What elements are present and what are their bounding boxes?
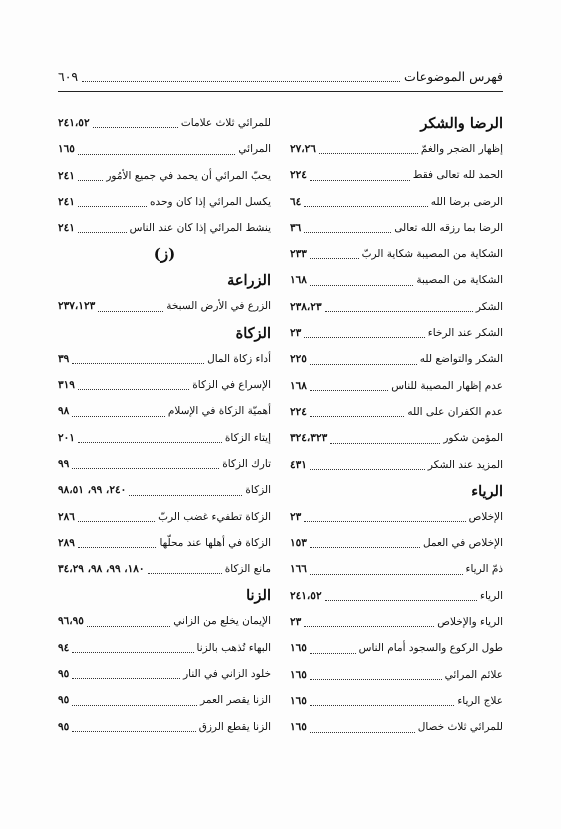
topic-heading: الزكاة [235, 324, 271, 342]
entry-title: الإسراع في الزكاة [192, 379, 271, 392]
index-entry [290, 162, 503, 188]
entry-title: الزكاة تطفيء غضب الربّ [158, 510, 271, 523]
leader-dots [78, 154, 236, 155]
index-entry [290, 189, 503, 215]
entry-title: الحمد لله تعالى فقط [412, 169, 503, 182]
leader-dots [310, 364, 417, 365]
leader-dots [310, 258, 359, 259]
leader-dots [78, 232, 127, 233]
entry-pages: ٢٣ [290, 327, 302, 340]
entry-title: طول الركوع والسجود أمام الناس [358, 642, 503, 655]
index-entry [58, 661, 271, 687]
index-entry [290, 688, 503, 714]
leader-dots [78, 547, 157, 548]
index-entry [58, 556, 271, 582]
entry-title: علاج الرياء [457, 694, 503, 707]
entry-pages: ٣٦ [290, 221, 302, 234]
entry-pages: ٢٨٦ [58, 510, 75, 523]
entry-title: الشكر والتواضع لله [419, 353, 503, 366]
leader-dots [304, 337, 424, 338]
index-entry [290, 320, 503, 346]
index-entry [58, 215, 271, 241]
topic-heading: الرياء [471, 482, 503, 500]
index-entry [58, 372, 271, 398]
leader-dots [325, 600, 477, 601]
index-entry [58, 136, 271, 162]
entry-pages: ٩٤ [58, 641, 70, 654]
header-page-number: ٦٠٩ [58, 68, 79, 84]
entry-title: الرياء والإخلاص [437, 616, 503, 629]
entry-title: المزيد عند الشكر [427, 458, 503, 471]
index-entry [290, 241, 503, 267]
index-entry [58, 504, 271, 530]
entry-title: الشكر [475, 300, 503, 313]
leader-dots [310, 679, 442, 680]
index-entry [58, 451, 271, 477]
leader-dots [304, 232, 391, 233]
entry-title: الرضا بما رزقه الله تعالى [394, 221, 503, 234]
topic-heading: الزنا [246, 587, 271, 605]
entry-pages: ٢٧،٢٦ [290, 143, 316, 155]
leader-dots [78, 442, 222, 443]
index-entry [290, 452, 503, 478]
leader-dots [98, 311, 163, 312]
entry-pages: ٢٣ [290, 510, 302, 523]
entry-title: مانع الزكاة [224, 563, 271, 576]
leader-dots [78, 389, 189, 390]
leader-dots [129, 495, 242, 496]
leader-dots [304, 521, 465, 522]
section-letter: (ز) [153, 245, 176, 264]
entry-title: أهميّة الزكاة في الإسلام [167, 405, 271, 418]
entry-title: خلود الزاني في النار [183, 668, 271, 681]
leader-dots [78, 180, 103, 181]
index-entry [290, 294, 503, 320]
leader-dots [72, 416, 165, 417]
entry-pages: ٩٥ [58, 720, 70, 733]
entry-title: الإيمان يخلع من الزاني [173, 615, 271, 628]
entry-pages: ١٦٦ [290, 563, 307, 576]
entry-title: الشكر عند الرخاء [427, 327, 503, 340]
index-entry [58, 189, 271, 215]
index-entry [58, 163, 271, 189]
leader-dots [310, 732, 415, 733]
index-entry [58, 477, 271, 503]
entry-title: إظهار الضجر والغمّ [420, 143, 503, 155]
leader-dots [310, 285, 413, 286]
entry-pages: ٢٢٥ [290, 353, 307, 366]
index-entry [58, 687, 271, 713]
leader-dots [72, 652, 193, 653]
leader-dots [87, 626, 170, 627]
entry-title: ينشط المرائي إذا كان عند الناس [129, 222, 271, 235]
index-entry [58, 346, 271, 372]
index-entry [290, 714, 503, 740]
header-rule [58, 91, 503, 92]
entry-pages: ١٦٥ [58, 143, 75, 156]
entry-title: الزرع في الأرض السبخة [166, 300, 271, 313]
leader-dots [310, 653, 356, 654]
right-column [290, 110, 503, 741]
header-title: فهرس الموضوعات [404, 68, 503, 84]
leader-dots [304, 206, 427, 207]
leader-dots [310, 705, 454, 706]
leader-dots [310, 547, 420, 548]
entry-title: تارك الزكاة [222, 457, 271, 470]
entry-title: الزنا يقطع الرزق [198, 720, 271, 733]
index-entry [58, 398, 271, 424]
entry-title: للمرائي ثلاث علامات [180, 117, 271, 129]
entry-pages: ٢٣ [290, 616, 302, 629]
index-entry [58, 110, 271, 136]
leader-dots [72, 678, 180, 679]
entry-title: الشكاية من المصيبة [416, 274, 503, 287]
leader-dots [310, 180, 410, 181]
index-entry [290, 609, 503, 635]
entry-title: الشكاية من المصيبة شكاية الربّ [361, 248, 503, 261]
entry-pages: ٢٤١،٥٢ [58, 117, 90, 129]
running-header [58, 64, 503, 88]
entry-pages: ٩٥ [58, 668, 70, 681]
entry-title: الزنا يقصر العمر [200, 694, 271, 707]
entry-pages: ٣٩ [58, 352, 70, 365]
index-entry [58, 635, 271, 661]
index-entry [290, 267, 503, 293]
entry-pages: ٢٨٩ [58, 536, 75, 549]
entry-pages: ٢٠١ [58, 431, 75, 444]
entry-pages: ١٨٠، ٩٩، ٩٨، ٣٤،٢٩ [58, 563, 145, 576]
leader-dots [78, 206, 147, 207]
entry-pages: ٢٤١ [58, 222, 75, 235]
entry-title: البهاء تُذهب بالزنا [196, 641, 271, 654]
index-entry [290, 136, 503, 162]
index-entry [290, 662, 503, 688]
entry-pages: ١٦٥ [290, 694, 307, 707]
entry-title: الرضى برضا الله [430, 195, 503, 208]
leader-dots [310, 469, 425, 470]
entry-title: أداء زكاة المال [207, 352, 271, 365]
entry-title: عدم إظهار المصيبة للناس [391, 379, 503, 392]
index-entry [58, 530, 271, 556]
entry-pages: ٢٤١ [58, 169, 75, 182]
leader-dots [72, 731, 195, 732]
index-entry [58, 293, 271, 319]
entry-pages: ١٦٨ [290, 274, 307, 287]
index-entry [290, 346, 503, 372]
index-entry [290, 504, 503, 530]
leader-dots [319, 153, 418, 154]
entry-pages: ٤٣١ [290, 458, 307, 471]
leader-dots [93, 127, 178, 128]
entry-title: الزكاة [245, 484, 271, 497]
entry-pages: ١٦٥ [290, 642, 307, 655]
index-entry [290, 425, 503, 451]
entry-pages: ٩٩ [58, 457, 70, 470]
leader-dots [72, 705, 197, 706]
leader-dots [304, 626, 434, 627]
index-entry [290, 635, 503, 661]
entry-pages: ٢٣٧،١٢٣ [58, 300, 96, 313]
entry-pages: ٢٤١،٥٢ [290, 589, 322, 602]
entry-title: المؤمن شكور [443, 432, 503, 445]
entry-title: ذمّ الرياء [465, 563, 503, 576]
leader-dots [310, 574, 463, 575]
leader-dots [325, 311, 473, 312]
entry-title: المرائي [238, 143, 271, 156]
entry-title: الإخلاص [468, 510, 503, 523]
entry-title: يكسل المرائي إذا كان وحده [150, 195, 271, 208]
entry-pages: ٢٣٨،٢٣ [290, 300, 322, 313]
entry-pages: ١٦٥ [290, 721, 307, 734]
topic-heading: الزراعة [227, 272, 271, 290]
index-entry [290, 556, 503, 582]
entry-title: عدم الكفران على الله [407, 405, 503, 418]
header-leader-dots [82, 71, 400, 82]
leader-dots [72, 468, 219, 469]
index-entry [290, 399, 503, 425]
index-entry [58, 608, 271, 634]
entry-pages: ٩٨ [58, 405, 70, 418]
entry-title: يحبّ المرائي أن يحمد في جميع الأمُور [106, 169, 271, 182]
entry-pages: ٩٦،٩٥ [58, 615, 84, 628]
index-entry [58, 714, 271, 740]
index-entry [290, 583, 503, 609]
leader-dots [78, 521, 155, 522]
entry-pages: ٢٤٠، ٩٩، ٩٨،٥١ [58, 484, 127, 497]
entry-pages: ٢٤١ [58, 195, 75, 208]
leader-dots [310, 416, 404, 417]
entry-pages: ٢٢٤ [290, 169, 307, 182]
leader-dots [148, 573, 222, 574]
entry-title: علائم المرائي [444, 668, 503, 681]
leader-dots [310, 390, 388, 391]
entry-title: إيتاء الزكاة [224, 431, 271, 444]
index-columns [58, 110, 503, 741]
entry-pages: ١٦٨ [290, 379, 307, 392]
entry-pages: ٣١٩ [58, 379, 75, 392]
entry-pages: ٩٥ [58, 694, 70, 707]
leader-dots [72, 363, 204, 364]
index-entry [290, 215, 503, 241]
index-entry [290, 373, 503, 399]
leader-dots [330, 443, 440, 444]
entry-title: الرياء [480, 589, 503, 602]
index-entry [290, 530, 503, 556]
left-column [58, 110, 271, 741]
entry-pages: ١٦٥ [290, 668, 307, 681]
entry-pages: ٣٢٤،٣٢٣ [290, 432, 328, 445]
entry-title: الإخلاص في العمل [422, 537, 503, 550]
entry-pages: ٦٤ [290, 195, 302, 208]
entry-pages: ٢٢٤ [290, 405, 307, 418]
entry-pages: ٢٣٣ [290, 248, 307, 261]
entry-title: الزكاة في أهلها عند محلّها [159, 536, 271, 549]
entry-pages: ١٥٣ [290, 537, 307, 550]
topic-heading: الرضا والشكر [420, 115, 503, 132]
entry-title: للمرائي ثلاث خصال [417, 721, 503, 734]
index-entry [58, 425, 271, 451]
